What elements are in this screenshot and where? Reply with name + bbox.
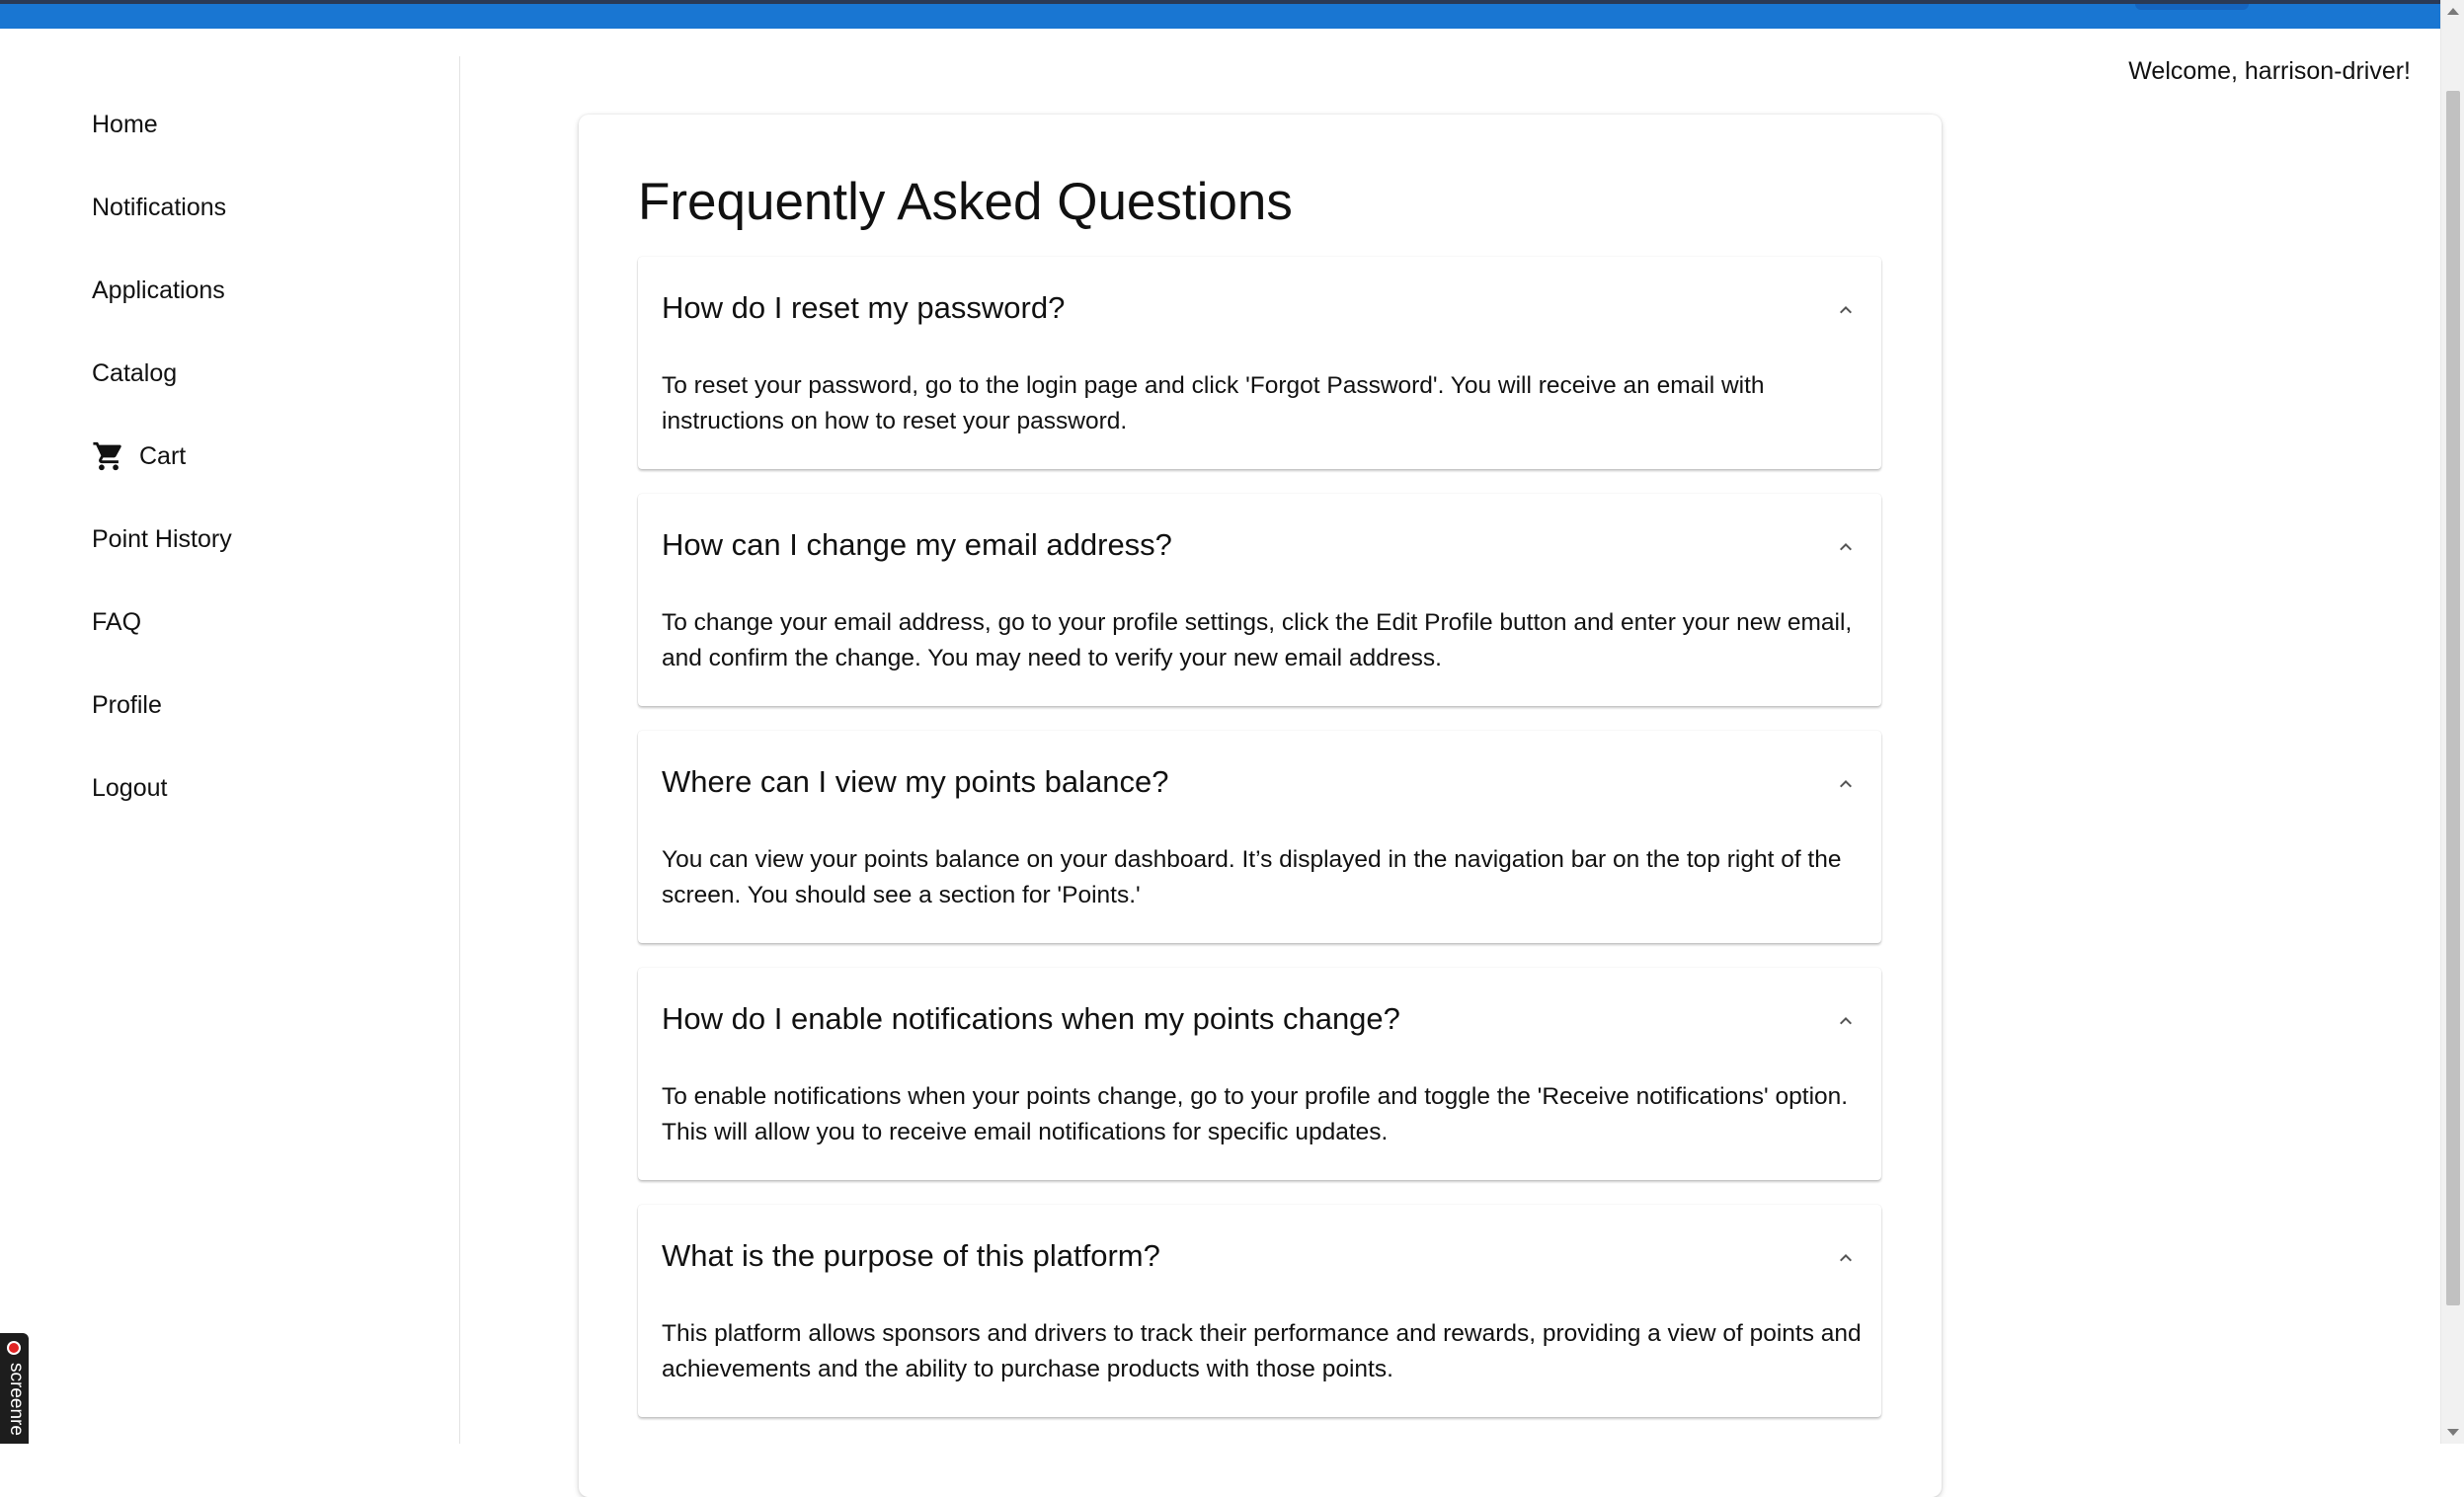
faq-question[interactable]: Where can I view my points balance? bbox=[662, 764, 1169, 799]
sidebar-item-label: Applications bbox=[92, 276, 225, 304]
faq-answer: You can view your points balance on your dashboard. It’s displayed in the navigation bar on the top right of the screen. You should see a section for 'Points.' bbox=[662, 846, 1842, 908]
faq-answer: This platform allows sponsors and drivers to track their performance and rewards, providing a view of points and achievements and the ability to purchase products with those points. bbox=[662, 1320, 1862, 1382]
chevron-up-icon[interactable] bbox=[1834, 1009, 1858, 1033]
sidebar-item-label: FAQ bbox=[92, 607, 142, 636]
sidebar-item-faq[interactable] bbox=[92, 597, 141, 647]
cart-icon bbox=[92, 439, 125, 473]
faq-question[interactable]: What is the purpose of this platform? bbox=[662, 1238, 1160, 1273]
faq-card bbox=[579, 115, 1942, 1497]
sidebar-item-label: Logout bbox=[92, 773, 168, 802]
chevron-up-icon[interactable] bbox=[1834, 535, 1858, 559]
faq-answer: To reset your password, go to the login page and click 'Forgot Password'. You will receive an email with instructions on how to reset your password. bbox=[662, 372, 1765, 434]
sidebar-item-home[interactable] bbox=[92, 100, 158, 149]
scrollbar-thumb[interactable] bbox=[2446, 91, 2460, 1305]
faq-question[interactable]: How do I enable notifications when my points change? bbox=[662, 1001, 1400, 1036]
sidebar-item-label: Point History bbox=[92, 524, 232, 553]
sidebar-item-catalog[interactable] bbox=[92, 349, 177, 398]
sidebar-item-label: Home bbox=[92, 110, 158, 138]
scroll-up-arrow-icon[interactable] bbox=[2447, 8, 2459, 15]
chevron-up-icon[interactable] bbox=[1834, 298, 1858, 322]
chevron-up-icon[interactable] bbox=[1834, 1246, 1858, 1270]
sidebar-item-profile[interactable] bbox=[92, 680, 162, 730]
sidebar-item-label: Notifications bbox=[92, 193, 227, 221]
screen-recorder-badge[interactable] bbox=[0, 1333, 29, 1444]
faq-item bbox=[638, 731, 1881, 943]
sidebar bbox=[0, 56, 460, 1444]
sidebar-item-point-history[interactable] bbox=[92, 514, 232, 564]
top-app-bar bbox=[0, 0, 2440, 29]
sidebar-item-label: Cart bbox=[139, 441, 187, 470]
sidebar-item-cart[interactable] bbox=[92, 432, 186, 481]
vertical-scrollbar[interactable] bbox=[2440, 0, 2464, 1444]
screen-recorder-label: screenre bbox=[6, 1363, 27, 1436]
faq-answer: To change your email address, go to your profile settings, click the Edit Profile button and enter your new email, and confirm the change. You may need to verify your new email address. bbox=[662, 609, 1853, 671]
faq-answer: To enable notifications when your points change, go to your profile and toggle the 'Receive notifications' option. This will allow you to receive email notifications for specific updates. bbox=[662, 1083, 1849, 1145]
top-app-bar-tab bbox=[2135, 4, 2249, 10]
sidebar-item-label: Catalog bbox=[92, 358, 178, 387]
faq-item bbox=[638, 1205, 1881, 1417]
faq-question[interactable]: How can I change my email address? bbox=[662, 527, 1172, 562]
page-title: Frequently Asked Questions bbox=[638, 173, 1293, 231]
faq-item bbox=[638, 257, 1881, 469]
welcome-message: Welcome, harrison-driver! bbox=[2128, 57, 2411, 85]
faq-item bbox=[638, 494, 1881, 706]
faq-question[interactable]: How do I reset my password? bbox=[662, 290, 1066, 325]
sidebar-item-logout[interactable] bbox=[92, 763, 167, 813]
sidebar-item-notifications[interactable] bbox=[92, 183, 226, 232]
chevron-up-icon[interactable] bbox=[1834, 772, 1858, 796]
scroll-down-arrow-icon[interactable] bbox=[2447, 1429, 2459, 1436]
sidebar-item-applications[interactable] bbox=[92, 266, 225, 315]
faq-item bbox=[638, 968, 1881, 1180]
sidebar-item-label: Profile bbox=[92, 690, 162, 719]
record-icon bbox=[7, 1341, 21, 1355]
